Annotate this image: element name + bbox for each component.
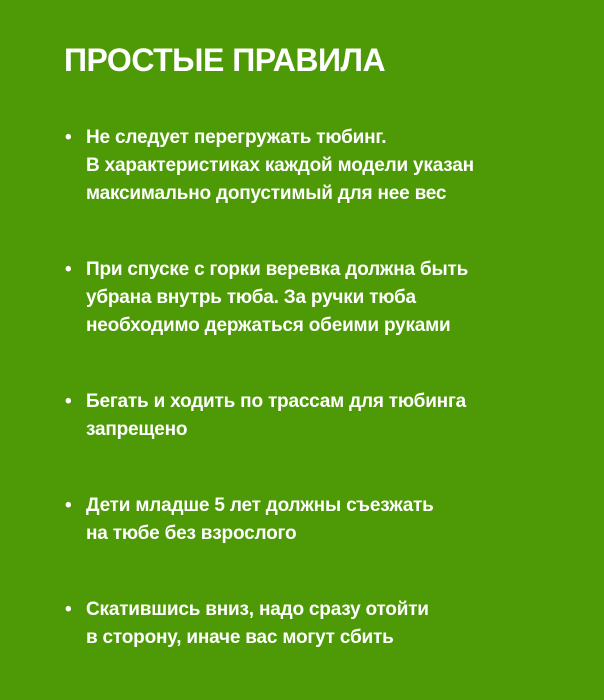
bullet-icon: • [65, 599, 72, 620]
rule-line: запрещено [86, 419, 188, 440]
rule-line: убрана внутрь тюба. За ручки тюба [86, 287, 416, 308]
bullet-icon: • [65, 259, 72, 280]
rule-line: на тюбе без взрослого [86, 523, 297, 544]
bullet-icon: • [65, 391, 72, 412]
rule-line: Не следует перегружать тюбинг. [86, 127, 387, 148]
bullet-icon: • [65, 495, 72, 516]
rule-line: В характеристиках каждой модели указан [86, 155, 474, 176]
rules-list [64, 124, 584, 700]
bullet-icon: • [65, 127, 72, 148]
page-title: ПРОСТЫЕ ПРАВИЛА [64, 42, 386, 78]
list-item [64, 124, 584, 208]
rule-line: максимально допустимый для нее вес [86, 183, 447, 204]
list-item [64, 388, 584, 444]
list-item [64, 596, 584, 652]
rule-line: При спуске с горки веревка должна быть [86, 259, 469, 280]
rule-line: Скатившись вниз, надо сразу отойти [86, 599, 429, 620]
list-item [64, 256, 584, 340]
rule-line: в сторону, иначе вас могут сбить [86, 627, 394, 648]
rule-line: Дети младше 5 лет должны съезжать [86, 495, 434, 516]
list-item [64, 492, 584, 548]
rule-line: Бегать и ходить по трассам для тюбинга [86, 391, 467, 412]
rule-line: необходимо держаться обеими руками [86, 315, 451, 336]
